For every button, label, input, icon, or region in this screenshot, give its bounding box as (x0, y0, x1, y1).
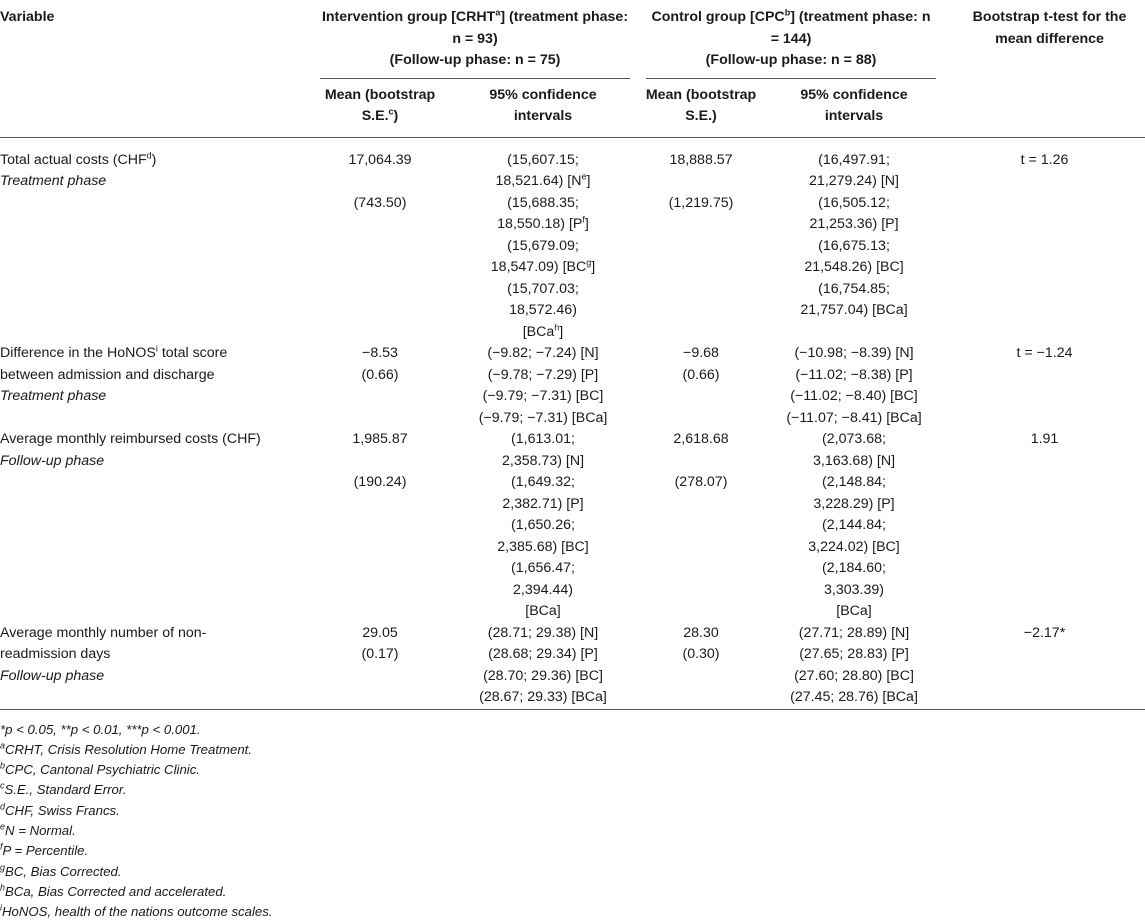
control-mean: 2,618.68 (278.07) (673, 431, 729, 490)
header-ci-control: 95% confidence intervals (800, 86, 908, 124)
footnotes-row (0, 709, 1145, 922)
footnotes (0, 709, 1145, 922)
control-ci: (27.71; 28.89) [N] (27.65; 28.83) [P] (27.60; 28.80) [BC] (27.45; 28.76) [BCa] (790, 624, 918, 705)
header-mean-control: Mean (bootstrap S.E.) (645, 86, 757, 124)
intervention-mean: 17,064.39 (743.50) (348, 151, 412, 211)
ttest-value: t = 1.26 (1020, 151, 1069, 168)
footnote-d: $^d$CHF, Swiss Francs. (0, 801, 120, 818)
footnote-c: $^c$S.E., Standard Error. (0, 781, 127, 798)
control-mean: 28.30 (0.30) (682, 624, 720, 662)
intervention-mean: −8.53 (0.66) (361, 345, 399, 383)
ttest-value: −2.17* (1023, 624, 1066, 641)
footnote-h: $^h$BCa, Bias Corrected and accelerated. (0, 882, 227, 899)
row-label: Difference in the HoNOS$^i$ total score between admission and discharge Treatment phase (0, 343, 228, 404)
header-intervention-group: Intervention group [CRHT$^a$] (treatment phase: n = 93) (Follow-up phase: n = 75) (312, 0, 638, 85)
footnote-i: $^i$HoNOS, health of the nations outcome scales. (0, 902, 273, 920)
ttest-value: 1.91 (1030, 431, 1059, 447)
footnote-significance: *p < 0.05, **p < 0.01, ***p < 0.001. (0, 721, 201, 737)
row-label: Average monthly number of non-readmission days Follow-up phase (0, 624, 207, 684)
table-row (0, 429, 1145, 623)
header-ttest: Bootstrap t-test for the mean difference (972, 9, 1127, 47)
table-row (0, 137, 1145, 343)
footnote-f: $^f$P = Percentile. (0, 841, 89, 859)
control-mean: −9.68 (0.66) (682, 345, 720, 383)
control-ci: (16,497.91; 21,279.24) [N] (16,505.12; 21,253.36) [P] (16,675.13; 21,548.26) [BC] (16,754.85; 21,757.04) [BCa] (800, 151, 908, 318)
header-row-groups (0, 0, 1145, 85)
row-label: Total actual costs (CHF$^d$) Treatment phase (0, 149, 157, 189)
footnote-a: $^a$CRHT, Crisis Resolution Home Treatment. (0, 740, 252, 757)
control-ci: (2,073.68; 3,163.68) [N] (2,148.84; 3,228.29) [P] (2,144.84; 3,224.02) [BC] (2,184.60; 3,303.39) [BCa] (808, 431, 900, 619)
intervention-mean: 29.05 (0.17) (361, 624, 399, 662)
header-ci-intervention: 95% confidence intervals (489, 86, 597, 124)
footnote-e: $^e$N = Normal. (0, 821, 76, 838)
header-mean-intervention: Mean (bootstrap S.E.$^c$) (324, 86, 436, 124)
header-control-group: Control group [CPC$^b$] (treatment phase: n = 144) (Follow-up phase: n = 88) (638, 0, 944, 85)
row-label: Average monthly reimbursed costs (CHF) Follow-up phase (0, 431, 261, 469)
intervention-ci: (15,607.15; 18,521.64) $[N^e]$ (15,688.35; 18,550.18) $[P^f]$ (15,679.09; 18,547.09) $[BC^g]$ (15,707.03; 18,572.46) [BCa$^h$] (490, 151, 596, 340)
footnote-g: $^g$BC, Bias Corrected. (0, 862, 122, 879)
footnote-b: $^b$CPC, Cantonal Psychiatric Clinic. (0, 760, 200, 778)
header-variable: Variable (0, 9, 55, 25)
ttest-value: t = −1.24 (1016, 345, 1073, 361)
intervention-mean: 1,985.87 (190.24) (352, 431, 408, 490)
intervention-ci: (−9.82; −7.24) [N] (−9.78; −7.29) [P] (−9.79; −7.31) [BC] (−9.79; −7.31) [BCa] (478, 345, 608, 426)
table-row (0, 623, 1145, 710)
control-mean: 18,888.57 (1,219.75) (668, 151, 734, 211)
table-row (0, 343, 1145, 429)
control-ci: (−10.98; −8.39) [N] (−11.02; −8.38) [P] (−11.02; −8.40) [BC] (−11.07; −8.41) [BCa] (786, 345, 922, 426)
intervention-ci: (1,613.01; 2,358.73) [N] (1,649.32; 2,382.71) [P] (1,650.26; 2,385.68) [BC] (1,656.47; 2,394.44) [BCa] (497, 431, 589, 619)
intervention-ci: (28.71; 29.38) [N] (28.68; 29.34) [P] (28.70; 29.36) [BC] (28.67; 29.33) [BCa] (479, 624, 607, 705)
